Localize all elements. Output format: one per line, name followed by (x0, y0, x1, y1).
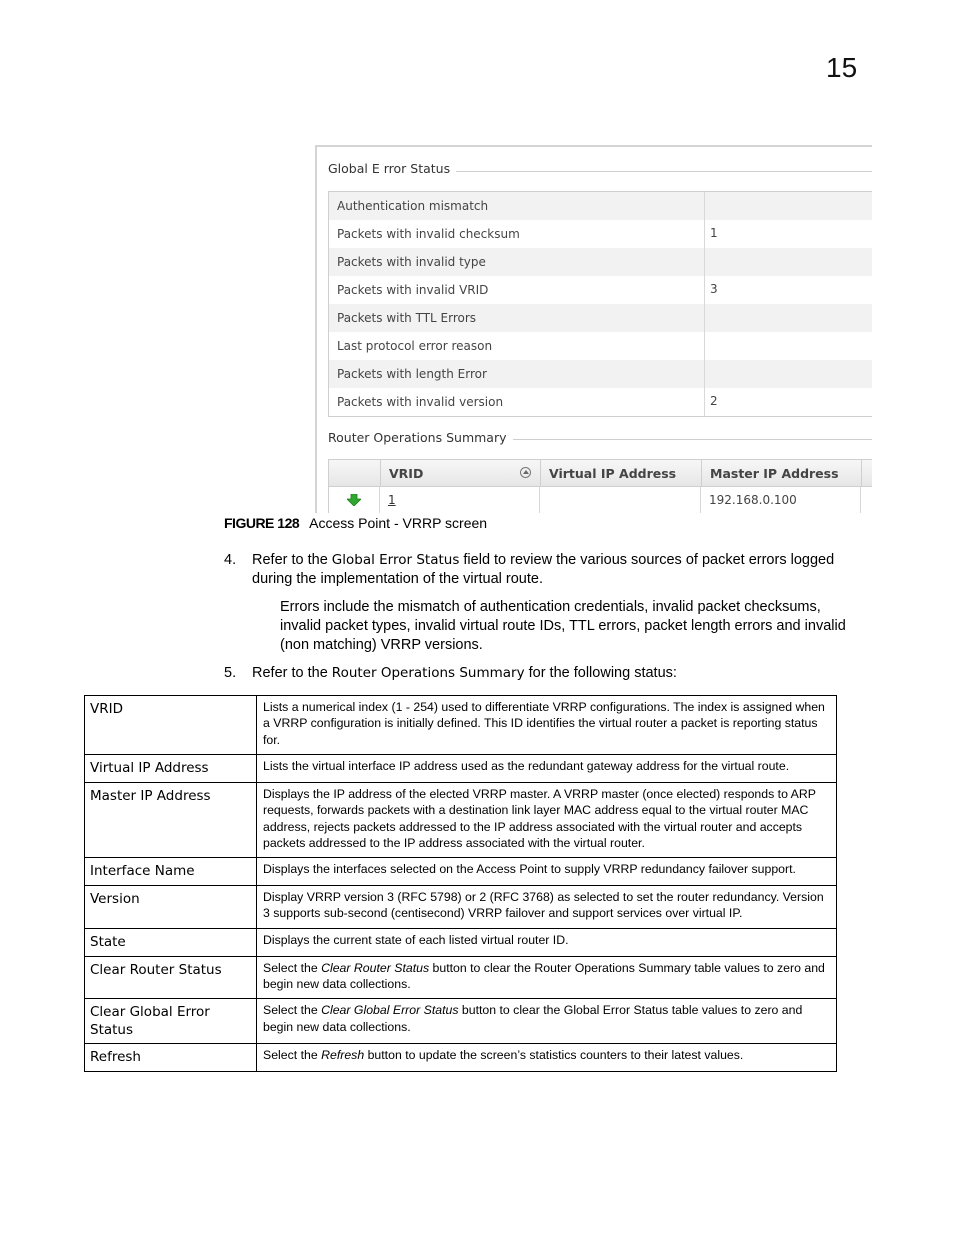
error-label: Packets with invalid type (329, 248, 705, 276)
term-cell: Refresh (85, 1044, 257, 1072)
step-number: 5. (224, 665, 237, 681)
definition-cell (257, 999, 837, 1044)
def-text: button to update the screen’s statistics counters to their latest values. (364, 1048, 744, 1063)
step-4-note: Errors include the mismatch of authentication credentials, invalid packet checksums, invalid packet types, invalid virtual route IDs, TTL errors, packet length errors and invalid (non matching) VRRP versions. (280, 599, 846, 653)
definition-cell (257, 1044, 837, 1072)
step-number: 4. (224, 552, 237, 568)
master-ip-cell: 192.168.0.100 (701, 487, 861, 513)
def-emphasis: Clear Router Status (321, 960, 430, 975)
definition-cell: Display VRRP version 3 (RFC 5798) or 2 (RFC 3768) as selected to set the router redundancy. Version 3 supports sub-second (centisecond) VRRP failover and support services over virtual IP. (257, 886, 837, 929)
definition-cell (257, 956, 837, 999)
error-value: 1 (710, 226, 718, 240)
column-header-label: Virtual IP Address (549, 466, 677, 481)
error-value (705, 332, 710, 360)
global-error-status-legend: Global E rror Status (328, 161, 456, 176)
error-label: Last protocol error reason (329, 332, 705, 360)
step-5 (224, 664, 862, 683)
expand-cell[interactable] (329, 487, 380, 513)
error-label: Packets with invalid version (329, 388, 705, 416)
column-header-virtual-ip[interactable] (541, 460, 702, 486)
error-row (329, 304, 872, 332)
definition-cell: Displays the interfaces selected on the Access Point to supply VRRP redundancy failover support. (257, 858, 837, 886)
table-row (85, 956, 837, 999)
table-row (85, 999, 837, 1044)
error-value: 2 (710, 394, 718, 408)
error-row (329, 360, 872, 388)
fieldset-divider (455, 171, 872, 172)
error-label: Authentication mismatch (329, 192, 705, 220)
column-header-label: Master IP Address (710, 466, 839, 481)
def-text: Select the (263, 960, 322, 975)
step-text-after: field to review the various sources of packet errors logged during the implementation of the virtual route. (252, 552, 835, 587)
error-row (329, 332, 872, 360)
expand-down-arrow-icon[interactable] (347, 494, 361, 506)
table-row[interactable] (328, 487, 872, 513)
table-row (85, 755, 837, 783)
router-ops-table-header (328, 459, 872, 487)
step-strong-term: Global Error Status (331, 552, 460, 568)
term-cell: VRID (85, 696, 257, 755)
term-cell: Master IP Address (85, 783, 257, 858)
router-ops-summary-legend: Router Operations Summary (328, 430, 513, 445)
error-row (329, 276, 872, 304)
def-emphasis: Clear Global Error Status (321, 1003, 459, 1018)
chapter-number: 15 (826, 52, 858, 83)
step-text-after: for the following status: (524, 665, 677, 681)
table-row (85, 1044, 837, 1072)
step-strong-term: Router Operations Summary (331, 665, 525, 681)
term-cell: Interface Name (85, 858, 257, 886)
step-4 (224, 551, 862, 589)
vrid-cell[interactable] (380, 487, 540, 513)
error-value (705, 192, 710, 220)
definition-cell: Lists the virtual interface IP address used as the redundant gateway address for the virtual route. (257, 755, 837, 783)
figure-title: Access Point - VRRP screen (309, 515, 488, 531)
table-row (85, 783, 837, 858)
virtual-ip-cell (540, 487, 701, 513)
column-header-vrid[interactable] (381, 460, 541, 486)
term-cell: Clear Router Status (85, 956, 257, 999)
def-text: button to clear the Global Error Status table values to zero and begin new data collections. (263, 1003, 803, 1034)
figure-label: FIGURE 128 (224, 515, 300, 531)
header-blank-cell (329, 460, 381, 486)
step-text-before: Refer to the (252, 552, 332, 568)
error-label: Packets with invalid VRID (329, 276, 705, 304)
column-header-master-ip[interactable] (702, 460, 862, 486)
error-row (329, 220, 872, 248)
error-value (705, 360, 710, 388)
term-cell: State (85, 928, 257, 956)
def-text: Select the (263, 1003, 322, 1018)
term-cell: Clear Global Error Status (85, 999, 257, 1044)
figure-caption (224, 515, 487, 531)
term-cell: Virtual IP Address (85, 755, 257, 783)
error-row (329, 248, 872, 276)
router-ops-description-table (84, 695, 837, 1072)
error-label: Packets with length Error (329, 360, 705, 388)
table-row (85, 928, 837, 956)
sort-ascending-icon[interactable] (520, 467, 531, 478)
term-cell: Version (85, 886, 257, 929)
fieldset-divider (512, 439, 872, 440)
def-text: button to clear the Router Operations Summary table values to zero and begin new data collections. (263, 960, 825, 992)
definition-cell: Lists a numerical index (1 - 254) used to differentiate VRRP configurations. The index is assigned when a VRRP configuration is initially defined. This ID identifies the virtual router a packet is reporting status for. (257, 696, 837, 755)
table-row (85, 858, 837, 886)
error-value (705, 248, 710, 276)
error-value (705, 304, 710, 332)
def-text: Select the (263, 1048, 322, 1063)
def-emphasis: Refresh (321, 1048, 365, 1063)
vrrp-screenshot (315, 145, 872, 513)
error-row (329, 192, 872, 220)
step-text-before: Refer to the (252, 665, 332, 681)
definition-cell: Displays the current state of each listed virtual router ID. (257, 928, 837, 956)
definition-cell: Displays the IP address of the elected VRRP master. A VRRP master (once elected) responds to ARP requests, forwards packets with a destination link layer MAC address equal to the virtual router MAC address, rejects packets addressed to the IP address associated with the virtual router and accepts packets addressed to the IP address associated with the virtual router. (257, 783, 837, 858)
vrid-link[interactable]: 1 (388, 493, 396, 507)
global-error-status-table (328, 191, 872, 417)
error-label: Packets with TTL Errors (329, 304, 705, 332)
error-row (329, 388, 872, 416)
table-row (85, 696, 837, 755)
column-header-label: VRID (389, 466, 424, 481)
error-value: 3 (710, 282, 718, 296)
error-label: Packets with invalid checksum (329, 220, 705, 248)
table-row (85, 886, 837, 929)
